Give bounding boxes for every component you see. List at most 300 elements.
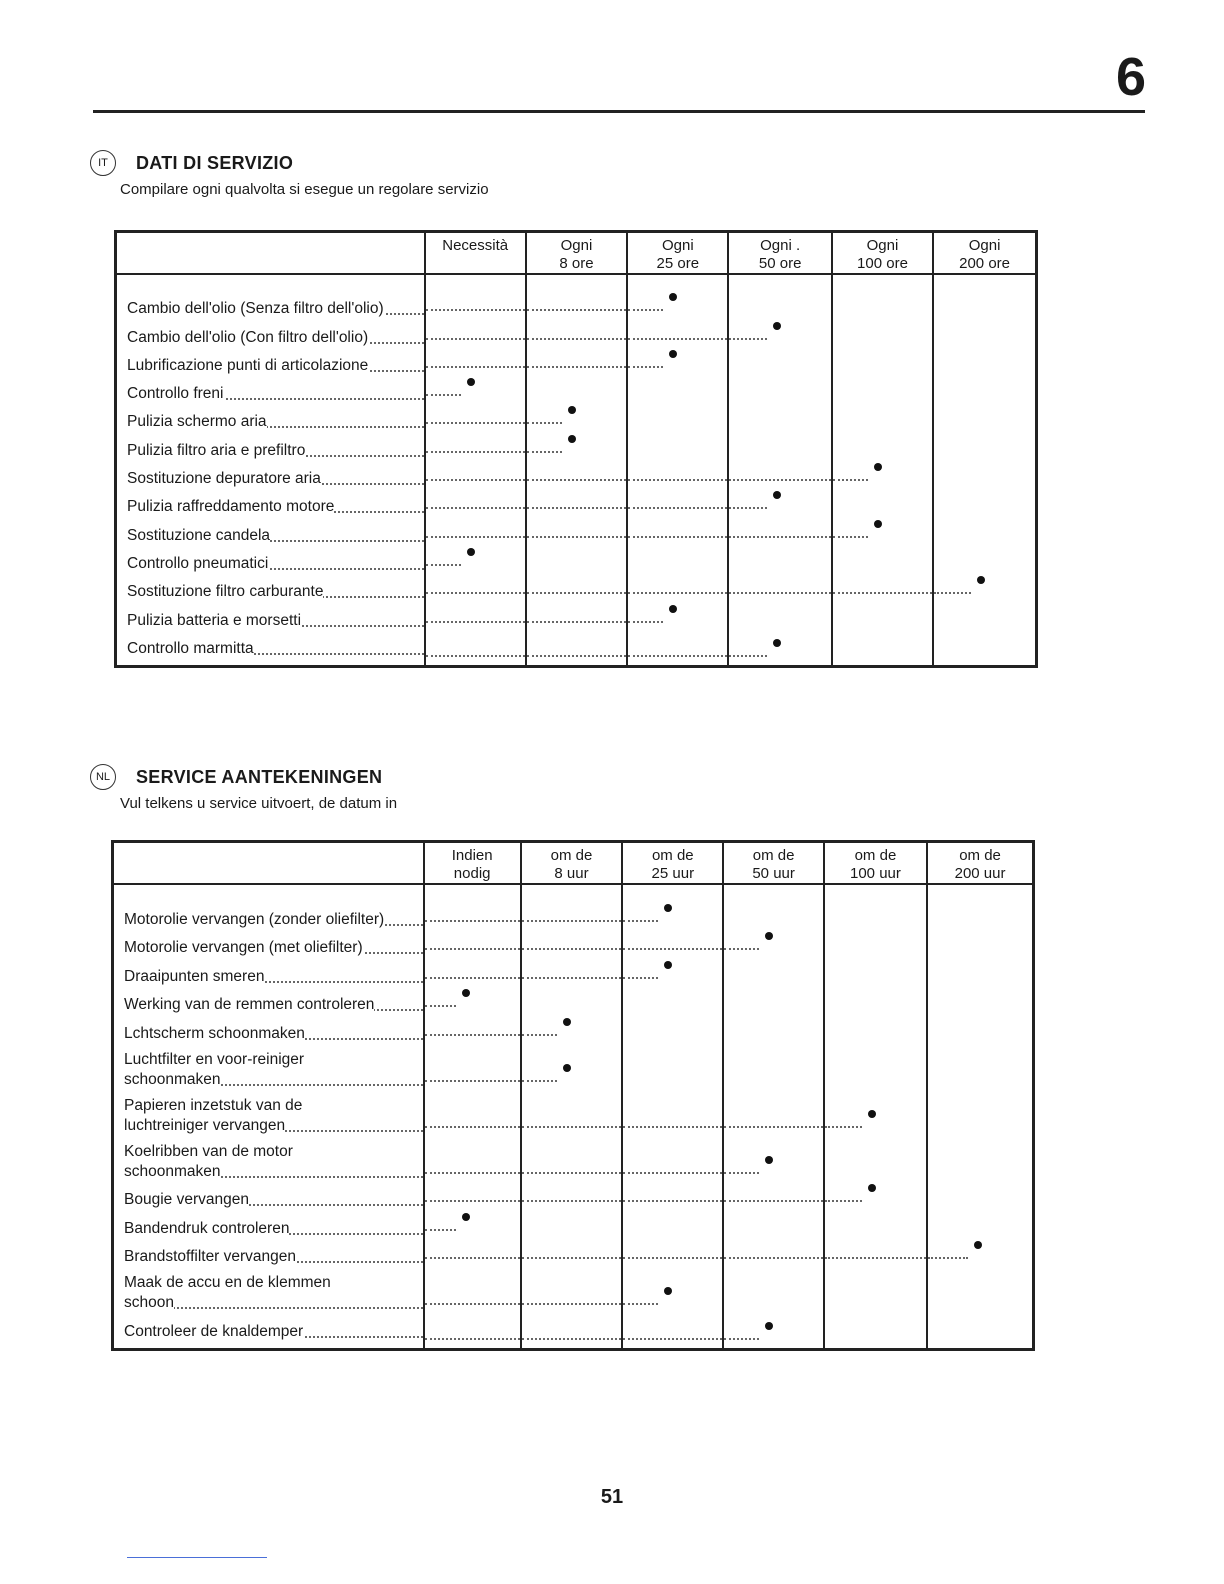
leader-dots (522, 977, 621, 979)
interval-header-line: 200 uur (954, 865, 1006, 882)
leader-dots (623, 1303, 658, 1305)
interval-cell (424, 1239, 521, 1268)
interval-cell (622, 1090, 723, 1136)
service-row (113, 1210, 1034, 1239)
leader-dots (426, 338, 525, 340)
interval-marker-dot (664, 1287, 672, 1295)
leader-dots (833, 536, 868, 538)
interval-header (526, 232, 627, 275)
service-table-nl (111, 840, 1035, 1351)
interval-cell (424, 1044, 521, 1090)
task-label (113, 1239, 424, 1268)
interval-cell (425, 404, 526, 432)
task-label (113, 930, 424, 959)
interval-cell (927, 987, 1033, 1016)
interval-cell (425, 574, 526, 602)
leader-dots (425, 920, 520, 922)
interval-cell (627, 348, 728, 376)
leader-dots (628, 621, 663, 623)
leader-dots (522, 1257, 621, 1259)
service-row (113, 1090, 1034, 1136)
leader-dots (425, 1034, 520, 1036)
interval-marker-dot (868, 1110, 876, 1118)
language-badge-nl: NL (90, 764, 116, 790)
leader-dots (527, 655, 626, 657)
interval-cell (627, 631, 728, 667)
service-row (113, 1313, 1034, 1349)
leader-dots (425, 1200, 520, 1202)
interval-cell (927, 958, 1033, 987)
interval-cell (521, 1015, 622, 1044)
task-label (113, 1044, 424, 1090)
leader-dots (527, 479, 626, 481)
interval-cell (627, 602, 728, 630)
interval-cell (723, 1044, 823, 1090)
leader-dots (928, 1257, 968, 1259)
leader-dots (628, 309, 663, 311)
interval-marker-dot (868, 1184, 876, 1192)
interval-header (622, 842, 723, 885)
interval-cell (927, 930, 1033, 959)
interval-cell (526, 546, 627, 574)
interval-cell (832, 546, 933, 574)
leader-dots (426, 479, 525, 481)
task-text: Lubrificazione punti di articolazione (127, 356, 369, 374)
interval-cell (622, 1267, 723, 1313)
leader-dots (425, 1229, 456, 1231)
interval-cell (927, 1210, 1033, 1239)
interval-cell (933, 348, 1036, 376)
interval-cell (526, 376, 627, 404)
task-text: Pulizia filtro aria e prefiltro (127, 441, 306, 459)
leader-dots (522, 1126, 621, 1128)
task-label (113, 1210, 424, 1239)
interval-cell (526, 631, 627, 667)
interval-cell (521, 884, 622, 930)
interval-cell (622, 1313, 723, 1349)
interval-header (728, 232, 831, 275)
interval-header-line: nodig (453, 865, 491, 882)
service-row (116, 432, 1037, 460)
leader-dots (426, 564, 461, 566)
leader-dots (426, 422, 525, 424)
leader-dots (724, 1200, 822, 1202)
interval-marker-dot (765, 1322, 773, 1330)
interval-cell (425, 602, 526, 630)
section-heading-it (90, 150, 293, 176)
leader-dots (724, 1126, 822, 1128)
leader-dots (426, 309, 525, 311)
interval-cell (832, 432, 933, 460)
interval-cell (425, 489, 526, 517)
interval-marker-dot (467, 378, 475, 386)
section-title-it: DATI DI SERVIZIO (136, 152, 294, 173)
interval-header-line: 100 uur (850, 865, 901, 882)
task-label (116, 376, 425, 404)
interval-header-line: om de (959, 847, 1001, 864)
leader-dots (623, 948, 722, 950)
leader-dots (628, 592, 727, 594)
leader-dots (833, 592, 932, 594)
interval-cell (526, 461, 627, 489)
interval-cell (526, 489, 627, 517)
task-text: Pulizia raffreddamento motore (127, 498, 335, 516)
task-label (113, 1015, 424, 1044)
service-row (113, 1267, 1034, 1313)
leader-dots (623, 977, 658, 979)
interval-cell (526, 319, 627, 347)
task-label (116, 319, 425, 347)
interval-cell (824, 987, 927, 1016)
task-label (116, 274, 425, 319)
leader-dots (825, 1200, 862, 1202)
leader-dots (426, 536, 525, 538)
interval-cell (627, 274, 728, 319)
interval-cell (832, 574, 933, 602)
task-text: Cambio dell'olio (Con filtro dell'olio) (127, 328, 369, 346)
interval-header (832, 232, 933, 275)
interval-cell (425, 319, 526, 347)
interval-cell (832, 274, 933, 319)
interval-cell (832, 319, 933, 347)
interval-header-line: 8 ore (559, 255, 594, 272)
leader-dots (724, 1172, 758, 1174)
interval-header (723, 842, 823, 885)
interval-cell (526, 602, 627, 630)
interval-marker-dot (664, 961, 672, 969)
interval-cell (627, 376, 728, 404)
interval-cell (723, 1239, 823, 1268)
interval-cell (424, 884, 521, 930)
interval-cell (728, 274, 831, 319)
leader-dots (729, 479, 830, 481)
leader-dots (729, 507, 766, 509)
leader-dots (527, 621, 626, 623)
interval-cell (424, 1210, 521, 1239)
task-text: luchtreiniger vervangen (124, 1116, 286, 1134)
interval-cell (728, 376, 831, 404)
interval-cell (832, 489, 933, 517)
leader-dots (527, 338, 626, 340)
interval-cell (723, 987, 823, 1016)
leader-dots (522, 1172, 621, 1174)
service-row (116, 574, 1037, 602)
task-label (116, 489, 425, 517)
interval-cell (824, 1136, 927, 1182)
interval-cell (933, 404, 1036, 432)
leader-dots (426, 451, 525, 453)
interval-cell (627, 461, 728, 489)
interval-cell (521, 1210, 622, 1239)
interval-header-line: Ogni (661, 237, 694, 254)
interval-cell (521, 958, 622, 987)
interval-cell (424, 1090, 521, 1136)
interval-cell (832, 517, 933, 545)
leader-dots (934, 592, 971, 594)
interval-cell (521, 1136, 622, 1182)
interval-header-line: om de (854, 847, 897, 864)
interval-marker-dot (874, 520, 882, 528)
interval-cell (424, 1182, 521, 1211)
task-text: Brandstoffilter vervangen (124, 1248, 297, 1265)
interval-header-line: om de (752, 847, 795, 864)
interval-cell (425, 348, 526, 376)
service-row (116, 404, 1037, 432)
service-row (113, 1239, 1034, 1268)
service-row (113, 987, 1034, 1016)
interval-marker-dot (664, 904, 672, 912)
leader-dots (628, 338, 727, 340)
interval-marker-dot (462, 1213, 470, 1221)
leader-dots (527, 451, 562, 453)
interval-marker-dot (977, 576, 985, 584)
interval-cell (723, 1210, 823, 1239)
leader-dots (628, 507, 727, 509)
task-label (116, 574, 425, 602)
task-text: Werking van de remmen controleren (124, 996, 375, 1013)
task-text: Luchtfilter en voor-reiniger (124, 1050, 305, 1068)
leader-dots (522, 920, 621, 922)
interval-cell (824, 1182, 927, 1211)
interval-header (521, 842, 622, 885)
leader-dots (628, 479, 727, 481)
header-blank (113, 842, 424, 885)
interval-marker-dot (974, 1241, 982, 1249)
interval-cell (927, 1136, 1033, 1182)
interval-cell (927, 1313, 1033, 1349)
interval-marker-dot (563, 1064, 571, 1072)
interval-marker-dot (568, 406, 576, 414)
section-title-nl: SERVICE AANTEKENINGEN (136, 766, 383, 787)
leader-dots (425, 1126, 520, 1128)
service-row (116, 631, 1037, 667)
interval-header (927, 842, 1033, 885)
interval-cell (526, 574, 627, 602)
leader-dots (527, 536, 626, 538)
interval-marker-dot (765, 1156, 773, 1164)
service-row (116, 376, 1037, 404)
interval-cell (627, 404, 728, 432)
service-table-it (114, 230, 1038, 668)
service-row (116, 517, 1037, 545)
interval-cell (424, 930, 521, 959)
interval-cell (933, 631, 1036, 667)
interval-marker-dot (669, 350, 677, 358)
leader-dots (623, 1257, 722, 1259)
interval-cell (521, 1090, 622, 1136)
interval-header (425, 232, 526, 275)
leader-dots (833, 479, 868, 481)
interval-cell (425, 376, 526, 404)
interval-cell (526, 517, 627, 545)
leader-dots (425, 1338, 520, 1340)
task-text: Controllo freni (127, 385, 224, 403)
leader-dots (426, 621, 525, 623)
interval-cell (832, 631, 933, 667)
leader-dots (425, 948, 520, 950)
interval-cell (933, 602, 1036, 630)
section-heading-nl (90, 764, 382, 790)
service-row (113, 958, 1034, 987)
interval-cell (627, 489, 728, 517)
leader-dots (425, 1303, 520, 1305)
task-text: Papieren inzetstuk van de (124, 1096, 303, 1114)
interval-cell (521, 1267, 622, 1313)
interval-cell (933, 432, 1036, 460)
interval-cell (832, 376, 933, 404)
interval-cell (824, 958, 927, 987)
task-label (113, 1090, 424, 1136)
task-label (113, 1267, 424, 1313)
service-row (113, 1182, 1034, 1211)
interval-cell (927, 1182, 1033, 1211)
interval-cell (723, 1267, 823, 1313)
interval-cell (627, 517, 728, 545)
leader-dots (522, 1034, 557, 1036)
interval-cell (933, 489, 1036, 517)
interval-cell (927, 1090, 1033, 1136)
task-label (116, 546, 425, 574)
interval-header-line: 200 ore (959, 255, 1010, 272)
leader-dots (527, 422, 562, 424)
interval-cell (425, 274, 526, 319)
interval-cell (521, 930, 622, 959)
leader-dots (825, 1257, 926, 1259)
interval-cell (723, 1313, 823, 1349)
interval-marker-dot (773, 639, 781, 647)
interval-cell (627, 546, 728, 574)
language-badge-it: IT (90, 150, 116, 176)
interval-cell (933, 461, 1036, 489)
task-label (116, 461, 425, 489)
task-text: Controleer de knaldemper (124, 1322, 304, 1340)
leader-dots (522, 1200, 621, 1202)
leader-dots (522, 1338, 621, 1340)
interval-cell (728, 489, 831, 517)
leader-dots (628, 655, 727, 657)
interval-cell (526, 274, 627, 319)
interval-cell (425, 546, 526, 574)
task-text: Draaipunten smeren (124, 967, 265, 985)
interval-cell (824, 1210, 927, 1239)
interval-header-line: Ogni (968, 237, 1001, 254)
interval-marker-dot (467, 548, 475, 556)
leader-dots (426, 507, 525, 509)
task-text: Maak de accu en de klemmen (124, 1274, 331, 1291)
interval-cell (521, 1313, 622, 1349)
leader-dots (426, 655, 525, 657)
interval-cell (723, 884, 823, 930)
task-label (113, 884, 424, 930)
interval-cell (526, 348, 627, 376)
interval-cell (622, 1136, 723, 1182)
interval-cell (424, 958, 521, 987)
interval-cell (627, 574, 728, 602)
leader-dots (623, 1200, 722, 1202)
leader-dots (729, 536, 830, 538)
header-blank (116, 232, 425, 275)
interval-cell (933, 546, 1036, 574)
interval-cell (824, 1044, 927, 1090)
leader-dots (729, 338, 766, 340)
service-row (113, 1015, 1034, 1044)
leader-dots (623, 1338, 722, 1340)
task-label (116, 517, 425, 545)
service-row (113, 884, 1034, 930)
leader-dots (425, 977, 520, 979)
leader-dots (724, 1257, 822, 1259)
footer-line (127, 1557, 267, 1558)
leader-dots (425, 1080, 520, 1082)
leader-dots (425, 1257, 520, 1259)
task-text: Sostituzione candela (127, 526, 271, 544)
leader-dots (724, 948, 758, 950)
interval-header-line: 25 uur (651, 865, 695, 882)
interval-cell (824, 1239, 927, 1268)
interval-cell (521, 987, 622, 1016)
interval-header-line: 50 uur (752, 865, 795, 882)
service-row (116, 348, 1037, 376)
leader-dots (527, 507, 626, 509)
task-text: Cambio dell'olio (Senza filtro dell'olio) (127, 300, 384, 318)
leader-dots (729, 655, 766, 657)
interval-cell (728, 404, 831, 432)
interval-cell (424, 987, 521, 1016)
interval-cell (622, 1239, 723, 1268)
leader-dots (522, 948, 621, 950)
section-subtitle-it: Compilare ogni qualvolta si esegue un regolare servizio (120, 181, 489, 198)
interval-marker-dot (462, 989, 470, 997)
leader-dots (623, 1172, 722, 1174)
interval-cell (627, 432, 728, 460)
interval-cell (425, 631, 526, 667)
interval-cell (927, 1267, 1033, 1313)
interval-header (424, 842, 521, 885)
interval-cell (824, 1267, 927, 1313)
interval-cell (723, 1090, 823, 1136)
task-text: Pulizia schermo aria (127, 413, 267, 431)
task-text: Bougie vervangen (124, 1191, 249, 1208)
interval-marker-dot (568, 435, 576, 443)
interval-header-line: 8 uur (554, 865, 589, 882)
interval-cell (927, 884, 1033, 930)
service-row (116, 274, 1037, 319)
task-text: Controllo pneumatici (127, 554, 269, 572)
interval-header-line: Indien (451, 847, 493, 864)
interval-cell (723, 958, 823, 987)
interval-cell (622, 1182, 723, 1211)
interval-cell (927, 1239, 1033, 1268)
leader-dots (527, 366, 626, 368)
interval-header (933, 232, 1036, 275)
leader-dots (425, 1005, 456, 1007)
interval-cell (723, 1015, 823, 1044)
leader-dots (527, 592, 626, 594)
interval-cell (832, 602, 933, 630)
leader-dots (628, 366, 663, 368)
service-row (116, 461, 1037, 489)
interval-cell (728, 574, 831, 602)
task-text: Pulizia batteria e morsetti (127, 611, 302, 629)
task-text: Sostituzione depuratore aria (127, 470, 321, 488)
leader-dots (527, 309, 626, 311)
task-text: Motorolie vervangen (zonder oliefilter) (124, 910, 385, 928)
interval-cell (723, 930, 823, 959)
interval-header-line: Ogni (560, 237, 593, 254)
task-label (116, 348, 425, 376)
interval-cell (526, 404, 627, 432)
chapter-number: 6 (1115, 47, 1146, 107)
